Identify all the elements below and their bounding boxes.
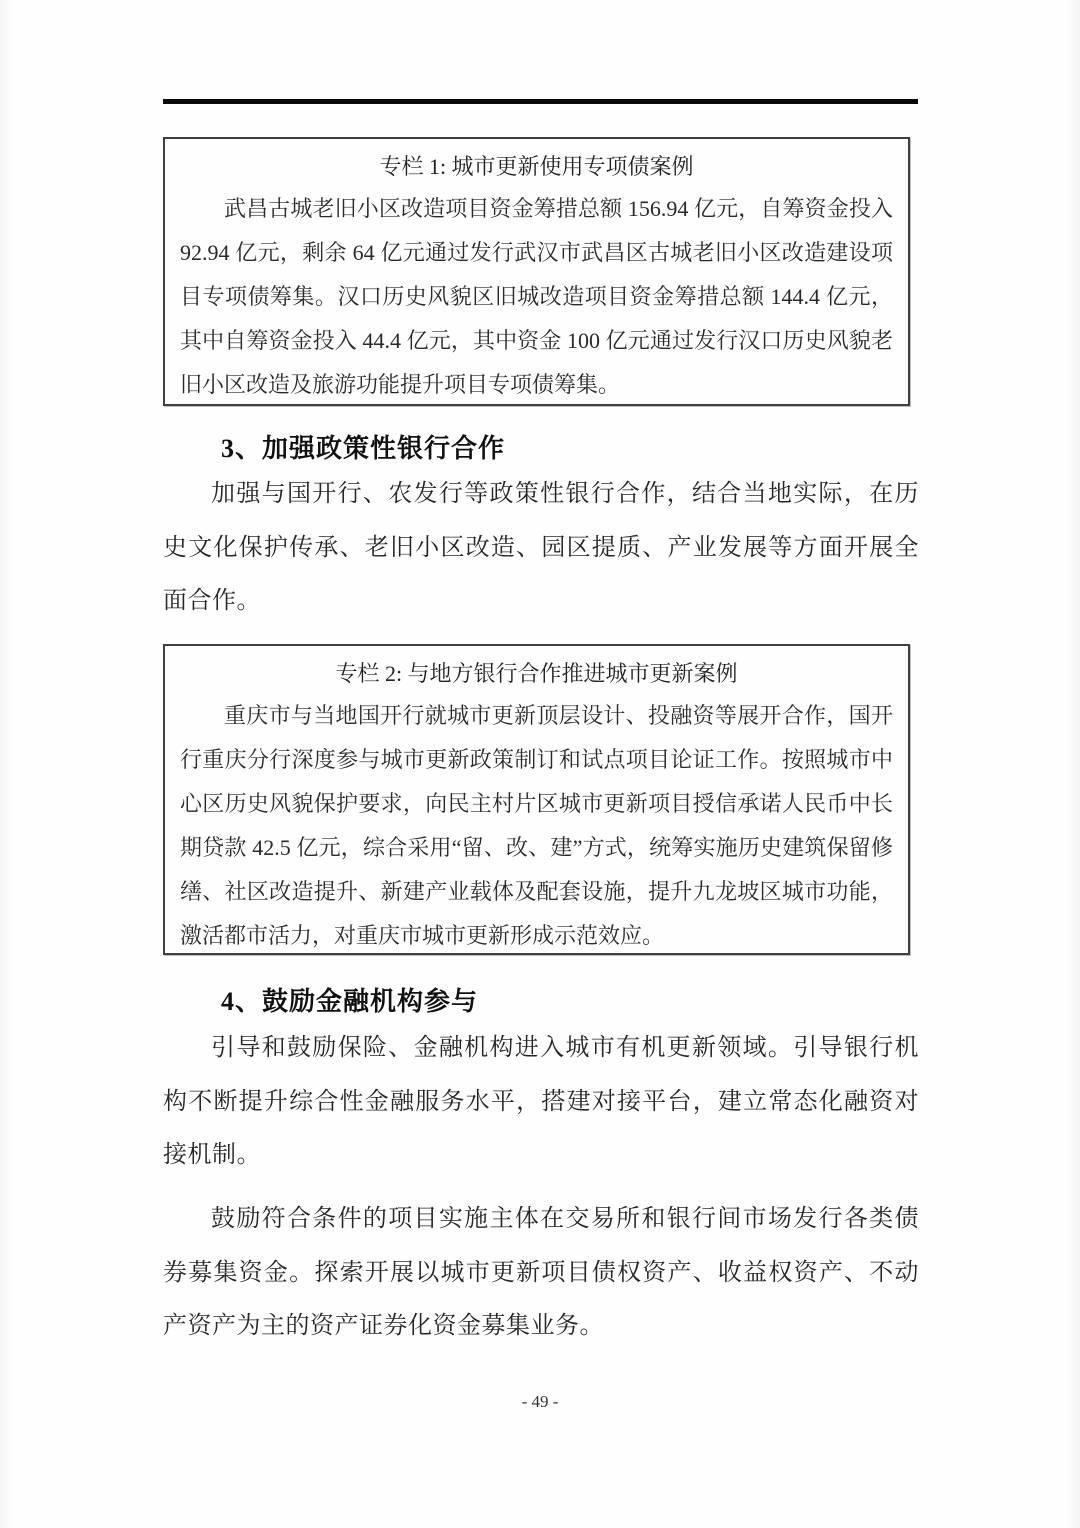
section-3-paragraph: 加强与国开行、农发行等政策性银行合作，结合当地实际，在历史文化保护传承、老旧小区改造、园区提质、产业发展等方面开展全面合作。 (163, 481, 919, 614)
section-4-paragraph-1: 引导和鼓励保险、金融机构进入城市有机更新领域。引导银行机构不断提升综合性金融服务水平，搭建对接平台，建立常态化融资对接机制。 (163, 1035, 919, 1168)
case-box-1-title: 专栏 1: 城市更新使用专项债案例 (379, 154, 694, 179)
page-number: - 49 - (521, 1392, 559, 1411)
case-box-2-body: 重庆市与当地国开行就城市更新顶层设计、投融资等展开合作，国开行重庆分行深度参与城市更新政策制订和试点项目论证工作。按照城市中心区历史风貌保护要求，向民主村片区城市更新项目授信承诺人民币中长期贷款 42.5 亿元，综合采用“留、改、建”方式，统筹实施历史建筑保留修缮、社区改造提升、新建产业载体及配套设施，提升九龙坡区城市功能，激活都市活力，对重庆市城市更新形成示范效应。 (180, 703, 893, 948)
case-box-1 (163, 137, 910, 406)
case-box-2-title: 专栏 2: 与地方银行合作推进城市更新案例 (335, 661, 738, 686)
case-box-2 (163, 644, 910, 955)
section-4-paragraph-2: 鼓励符合条件的项目实施主体在交易所和银行间市场发行各类债券募集资金。探索开展以城市更新项目债权资产、收益权资产、不动产资产为主的资产证券化资金募集业务。 (163, 1206, 919, 1339)
section-heading-3: 3、加强政策性银行合作 (221, 434, 506, 463)
case-box-1-body: 武昌古城老旧小区改造项目资金筹措总额 156.94 亿元，自筹资金投入 92.94 亿元，剩余 64 亿元通过发行武汉市武昌区古城老旧小区改造建设项目专项债筹集。汉口历史风貌区旧城改造项目资金筹措总额 144.4 亿元，其中自筹资金投入 44.4 亿元，其中资金 100 亿元通过发行汉口历史风貌老旧小区改造及旅游功能提升项目专项债筹集。 (180, 196, 893, 397)
header-rule (163, 99, 918, 104)
section-heading-4: 4、鼓励金融机构参与 (221, 987, 479, 1016)
